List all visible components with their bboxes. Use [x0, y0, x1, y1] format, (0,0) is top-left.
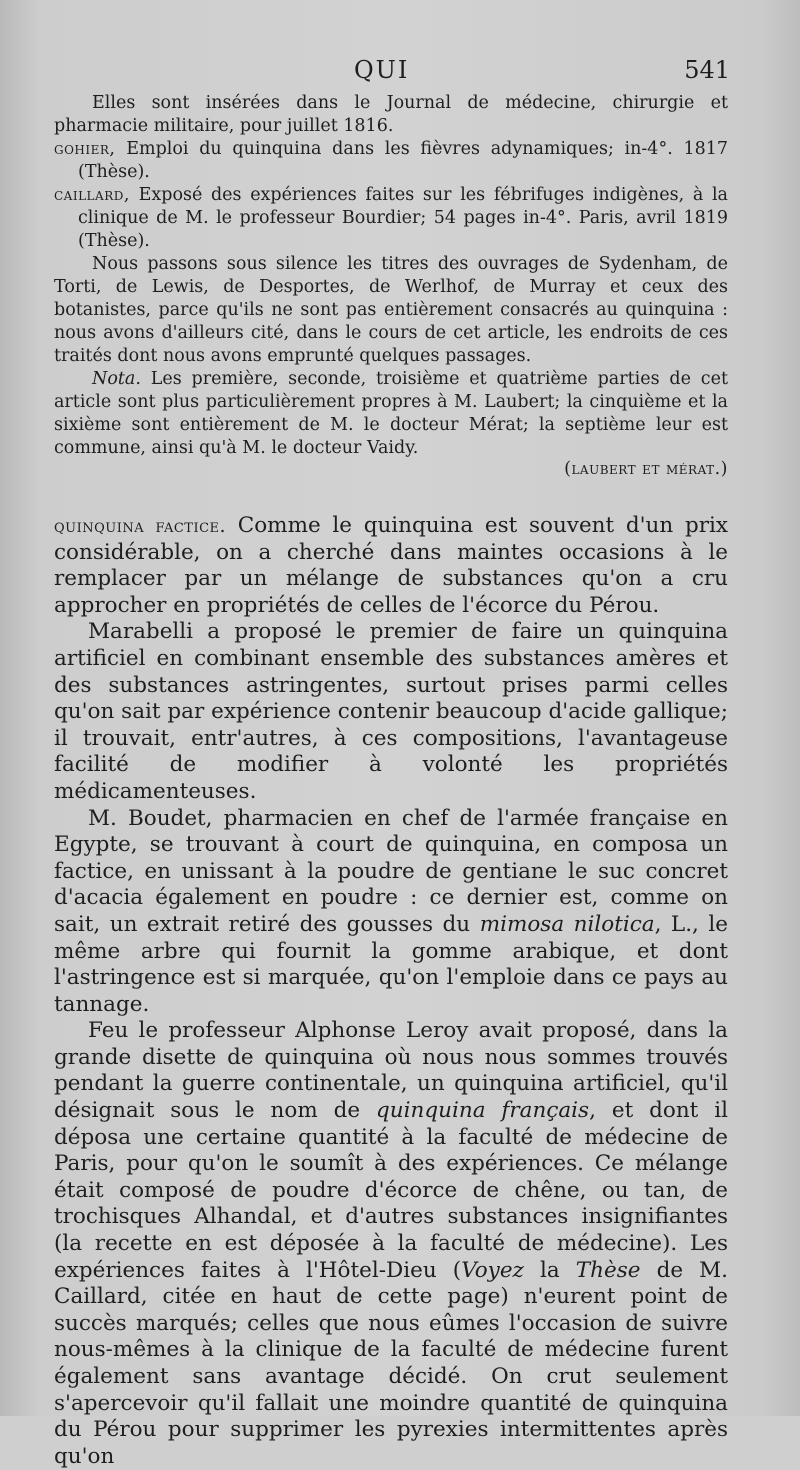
- article-heading: quinquina factice.: [54, 515, 227, 537]
- note-caillard: [54, 184, 728, 253]
- paragraph-4-text-d: de M. Caillard, citée en haut de cette page) n'eurent point de succès marqués; celles que nous eûmes l'occasion de suivre nous-mêmes à la clinique de la faculté de médecine furent également sans avantage décidé. On crut seulement s'apercevoir qu'il fallait une moindre quantité de quinquina du Pérou pour supprimer les pyrexies intermittentes après qu'on: [54, 1257, 728, 1469]
- nota-text: Les première, seconde, troisième et quatrième parties de cet article sont plus particulièrement propres à M. Laubert; la cinquième et la sixième sont entièrement de M. le docteur Mérat; la septième leur est commune, ainsi qu'à M. le docteur Vaidy.: [54, 369, 728, 458]
- note-silence: Nous passons sous silence les titres des ouvrages de Sydenham, de Torti, de Lewis, de Desportes, de Werlhof, de Murray et ceux des botanistes, parce qu'ils ne sont pas entièrement consacrés au quinquina : nous avons d'ailleurs cité, dans le cours de cet article, les endroits de ces traités dont nous avons emprunté quelques passages.: [54, 254, 728, 366]
- paragraph-3: [54, 806, 728, 1019]
- paragraph-4-text-b: , et dont il déposa une certaine quantité à la faculté de médecine de Paris, pour qu'on le soumît à des expériences. Ce mélange était composé de poudre d'écorce de chêne, ou tan, de trochisques Alhandal, et d'autres substances insignifiantes (la recette en est déposée à la faculté de médecine). Les expériences faites à l'Hôtel-Dieu (: [54, 1098, 728, 1283]
- nota-label: Nota.: [92, 369, 141, 389]
- note-caillard-text: Exposé des expériences faites sur les fébrifuges indigènes, à la clinique de M. le professeur Bourdier; 54 pages in-4°. Paris, avril 1819 (Thèse).: [78, 185, 728, 251]
- quinquina-francais: quinquina français: [376, 1098, 590, 1124]
- authors-signature: (laubert et mérat.): [564, 459, 728, 479]
- note-gohier-text: Emploi du quinquina dans les fièvres adynamiques; in-4°. 1817 (Thèse).: [78, 139, 728, 182]
- author-gohier: gohier,: [54, 139, 116, 159]
- voyez: Voyez: [461, 1257, 524, 1283]
- paragraph-4-text-a: Feu le professeur Alphonse Leroy avait proposé, dans la grande disette de quinquina où nous nous sommes trouvés pendant la guerre continentale, un quinquina artificiel, qu'il désignait sous le nom de: [54, 1018, 728, 1124]
- note-gohier: [54, 138, 728, 184]
- running-title: QUI: [354, 56, 410, 84]
- paragraph-4: [54, 1018, 728, 1470]
- paragraph-3-text-b: , L., le même arbre qui fournit la gomme arabique, et dont l'astringence est si marquée, qu'on l'emploie dans ce pays au tannage.: [54, 911, 728, 1017]
- paragraph-1-text: Comme le quinquina est souvent d'un prix considérable, on a cherché dans maintes occasions à le remplacer par un mélange de substances qu'on a cru approcher en propriétés de celles de l'écorce du Pérou.: [54, 513, 728, 618]
- nota: [54, 368, 728, 481]
- article-body: [54, 513, 728, 1470]
- page-number: 541: [684, 56, 730, 84]
- running-header: [54, 52, 728, 92]
- paragraph-3-text-a: M. Boudet, pharmacien en chef de l'armée française en Egypte, se trouvant à court de quinquina, en composa un factice, en unissant à la poudre de gentiane le suc concret d'acacia également en poudre : ce dernier est, comme on sait, un extrait retiré des gousses du: [54, 805, 728, 937]
- note-1: Elles sont insérées dans le Journal de médecine, chirurgie et pharmacie militaire, pour juillet 1816.: [54, 93, 728, 136]
- species-name: mimosa nilotica: [479, 911, 655, 937]
- paragraph-2: Marabelli a proposé le premier de faire un quinquina artificiel en combinant ensemble des substances amères et des substances astringentes, surtout prises parmi celles qu'on sait par expérience contenir beaucoup d'acide gallique; il trouvait, entr'autres, à ces compositions, l'avantageuse facilité de modifier à volonté les propriétés médicamenteuses.: [54, 619, 728, 804]
- bibliography-notes: [54, 92, 728, 481]
- paragraph-4-text-c: la: [523, 1257, 560, 1283]
- paragraph-1: [54, 513, 728, 619]
- author-caillard: caillard,: [54, 185, 130, 205]
- these: Thèse: [575, 1257, 641, 1283]
